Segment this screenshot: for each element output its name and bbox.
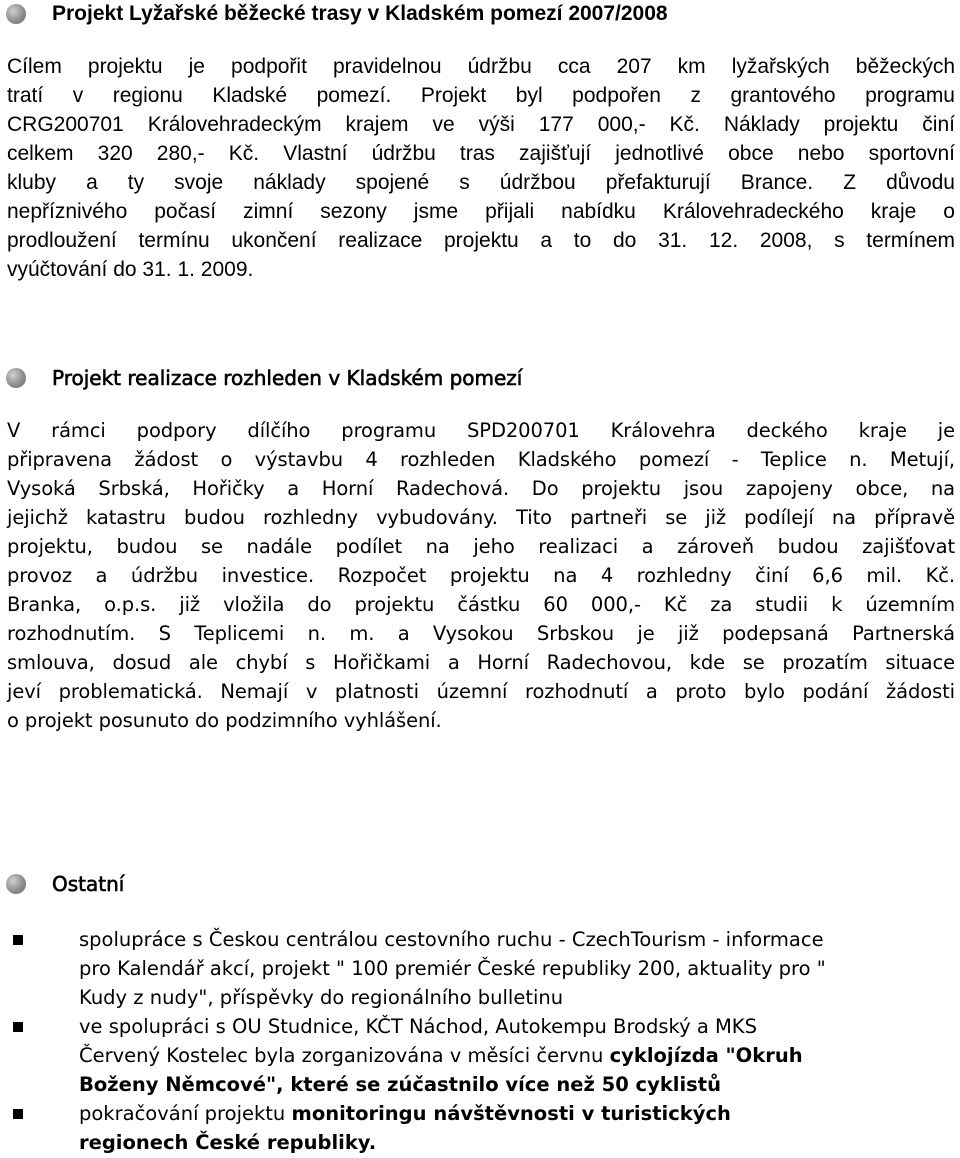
section-heading-other xyxy=(0,870,124,898)
text-line: ve spolupráci s OU Studnice, KČT Náchod, Autokempu Brodský a MKS xyxy=(79,1015,757,1038)
text-line: jeví problematická. Nemají v platnosti územní rozhodnutí a proto bylo podání žádosti xyxy=(7,680,955,703)
bullet-circle-icon xyxy=(6,368,26,388)
text-line: Branka, o.p.s. již vložila do projektu částku 60 000,- Kč za studii k územním xyxy=(7,593,955,616)
section-heading-ski-trails xyxy=(0,1,668,27)
text-line: celkem 320 280,- Kč. Vlastní údržbu tras zajišťují jednotlivé obce nebo sportovní xyxy=(7,142,955,165)
heading-text: Projekt realizace rozhleden v Kladském pomezí xyxy=(52,366,523,390)
bold-text-line: Boženy Němcové", které se zúčastnilo více než 50 cyklistů xyxy=(79,1073,721,1096)
text-line: CRG200701 Královehradeckým krajem ve výši 177 000,- Kč. Náklady projektu činí xyxy=(7,113,955,136)
list-item xyxy=(0,1012,939,1099)
text-line xyxy=(79,1041,939,1070)
text-line: provoz a údržbu investice. Rozpočet projektu na 4 rozhledny činí 6,6 mil. Kč. xyxy=(7,564,955,587)
other-activities-list xyxy=(0,925,960,1157)
heading-text: Projekt Lyžařské běžecké trasy v Kladském pomezí 2007/2008 xyxy=(52,2,668,25)
square-bullet-icon xyxy=(13,1022,23,1032)
text-line: o projekt posunuto do podzimního vyhlášení. xyxy=(7,709,442,732)
text-line: smlouva, dosud ale chybí s Hořičkami a Horní Radechovou, kde se prozatím situace xyxy=(7,651,955,674)
text-line: V rámci podpory dílčího programu SPD200701 Královehra deckého kraje je xyxy=(7,419,955,442)
text-line: Cílem projektu je podpořit pravidelnou údržbu cca 207 km lyžařských běžeckých xyxy=(7,55,955,78)
bold-text-line: regionech České republiky. xyxy=(79,1131,377,1154)
list-item xyxy=(0,1099,939,1157)
text-line: jejichž katastru budou rozhledny vybudovány. Tito partneři se již podílejí na přípravě xyxy=(7,506,955,529)
square-bullet-icon xyxy=(13,935,23,945)
text-line: rozhodnutím. S Teplicemi n. m. a Vysokou Srbskou je již podepsaná Partnerská xyxy=(7,622,955,645)
text-line: spolupráce s Českou centrálou cestovního ruchu - CzechTourism - informace xyxy=(79,928,824,951)
text-line xyxy=(79,1099,939,1128)
heading-text: Ostatní xyxy=(52,872,125,896)
text-line: nepříznivého počasí zimní sezony jsme přijali nabídku Královehradeckého kraje o xyxy=(7,200,955,223)
text-line: pro Kalendář akcí, projekt " 100 premiér České republiky 200, aktuality pro " xyxy=(79,957,826,980)
text-line: prodloužení termínu ukončení realizace projektu a to do 31. 12. 2008, s termínem xyxy=(7,229,955,252)
plain-text: pokračování projektu xyxy=(79,1102,292,1125)
bold-text: cyklojízda "Okruh xyxy=(609,1044,803,1067)
text-line: připravena žádost o výstavbu 4 rozhleden Kladského pomezí - Teplice n. Metují, xyxy=(7,448,955,471)
bullet-circle-icon xyxy=(6,874,26,894)
text-line: vyúčtování do 31. 1. 2009. xyxy=(7,258,254,281)
square-bullet-icon xyxy=(13,1109,23,1119)
text-line: kluby a ty svoje náklady spojené s údržbou přefakturují Brance. Z důvodu xyxy=(7,171,955,194)
text-line: Vysoká Srbská, Hořičky a Horní Radechová. Do projektu jsou zapojeny obce, na xyxy=(7,477,955,500)
bullet-circle-icon xyxy=(6,4,26,24)
text-line: Kudy z nudy", příspěvky do regionálního bulletinu xyxy=(79,986,564,1009)
list-item xyxy=(0,925,939,1012)
paragraph-ski-trails xyxy=(7,52,955,284)
paragraph-lookout-towers xyxy=(7,416,955,735)
bold-text: monitoringu návštěvnosti v turistických xyxy=(291,1102,731,1125)
section-heading-lookout-towers xyxy=(0,364,522,392)
text-line: tratí v regionu Kladské pomezí. Projekt byl podpořen z grantového programu xyxy=(7,84,955,107)
text-line: projektu, budou se nadále podílet na jeho realizaci a zároveň budou zajišťovat xyxy=(7,535,955,558)
plain-text: Červený Kostelec byla zorganizována v měsíci červnu xyxy=(79,1044,610,1067)
